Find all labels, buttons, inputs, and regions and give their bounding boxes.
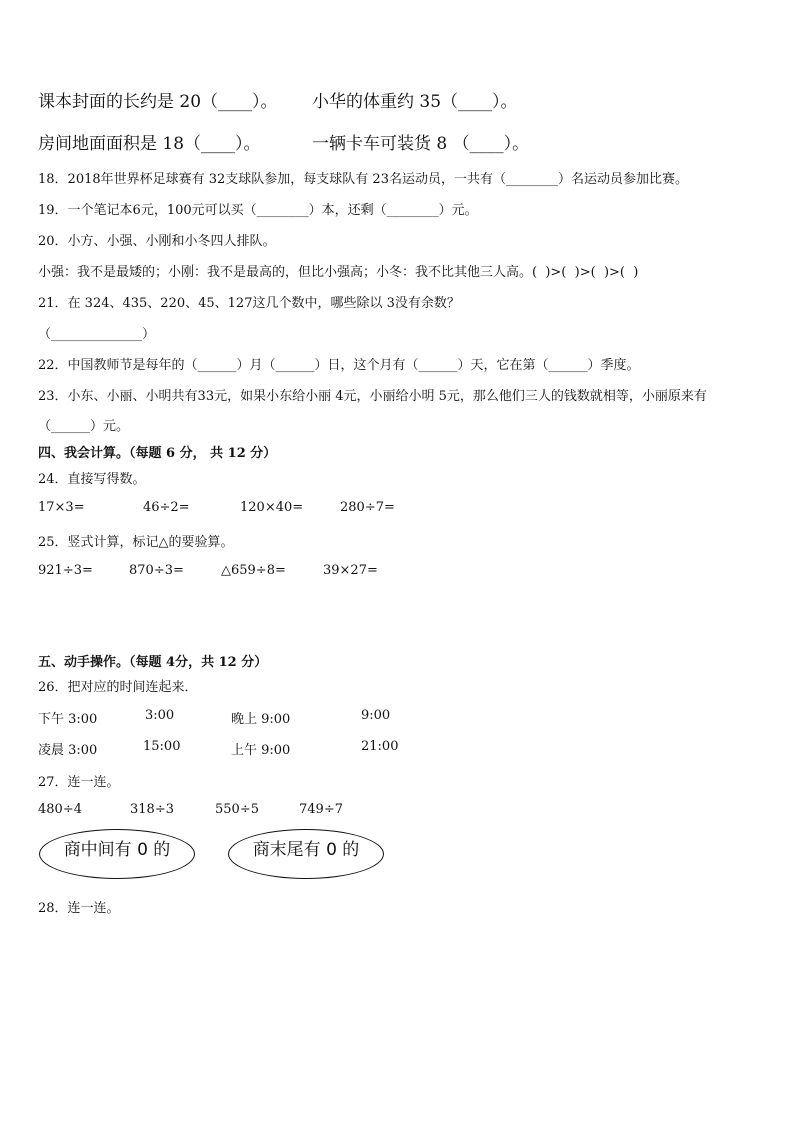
- question-28: 28．连一连。: [38, 901, 120, 916]
- fill-line-2a: 房间地面面积是 18（____）。: [38, 134, 261, 154]
- time-item: 21:00: [361, 739, 399, 754]
- question-27: 27．连一连。: [38, 775, 120, 790]
- calc-item: 280÷7=: [340, 500, 395, 515]
- question-23-line1: 23．小东、小丽、小明共有33元，如果小东给小丽 4元，小丽给小明 5元，那么他们三人的钱数就相等，小丽原来有: [38, 389, 707, 404]
- section-5-heading: 五、动手操作。（每题 4分，共 12 分）: [38, 655, 268, 670]
- division-item: 480÷4: [38, 802, 82, 817]
- time-item: 9:00: [361, 708, 391, 723]
- fill-line-1a: 课本封面的长约是 20（____）。: [38, 92, 278, 112]
- question-18: 18．2018年世界杯足球赛有 32支球队参加，每支球队有 23名运动员，一共有（________）名运动员参加比赛。: [38, 172, 688, 187]
- time-item: 下午 3:00: [38, 712, 98, 727]
- oval-label: 商末尾有 0 的: [252, 839, 360, 860]
- question-20-detail: 小强：我不是最矮的；小刚：我不是最高的，但比小强高；小冬：我不比其他三人高。( )>( )>( )>( ): [38, 265, 639, 280]
- oval-label: 商中间有 0 的: [63, 839, 171, 860]
- time-item: 凌晨 3:00: [38, 743, 98, 758]
- calc-item: 120×40=: [240, 500, 304, 515]
- calc-item: 921÷3=: [38, 563, 93, 578]
- division-item: 749÷7: [299, 802, 343, 817]
- division-item: 318÷3: [130, 802, 174, 817]
- question-22: 22．中国教师节是每年的（______）月（______）日，这个月有（______）天，它在第（______）季度。: [38, 358, 640, 373]
- calc-item: △659÷8=: [221, 563, 286, 578]
- oval-middle-zero: [39, 829, 195, 879]
- calc-item: 870÷3=: [129, 563, 184, 578]
- section-4-heading: 四、我会计算。（每题 6 分， 共 12 分）: [38, 446, 277, 461]
- time-item: 3:00: [145, 708, 175, 723]
- question-24: 24．直接写得数。: [38, 472, 146, 487]
- fill-line-1b: 小华的体重约 35（____）。: [312, 92, 518, 112]
- question-19: 19．一个笔记本6元，100元可以买（________）本，还剩（________）元。: [38, 203, 478, 218]
- question-23-line2: （______）元。: [38, 419, 130, 434]
- time-item: 上午 9:00: [231, 743, 291, 758]
- question-26: 26．把对应的时间连起来．: [38, 680, 198, 695]
- oval-end-zero: [228, 829, 384, 879]
- division-item: 550÷5: [215, 802, 259, 817]
- question-21-title: 21．在 324、435、220、45、127这几个数中，哪些除以 3没有余数？: [38, 296, 460, 311]
- time-item: 晚上 9:00: [231, 712, 291, 727]
- calc-item: 39×27=: [323, 563, 378, 578]
- fill-line-2b: 一辆卡车可装货 8 （____）。: [312, 134, 530, 154]
- calc-item: 17×3=: [38, 500, 85, 515]
- question-21-blank: （______________）: [38, 327, 156, 342]
- calc-item: 46÷2=: [143, 500, 190, 515]
- question-20-title: 20．小方、小强、小刚和小冬四人排队。: [38, 234, 276, 249]
- question-25: 25．竖式计算，标记△的要验算。: [38, 535, 234, 550]
- time-item: 15:00: [143, 739, 181, 754]
